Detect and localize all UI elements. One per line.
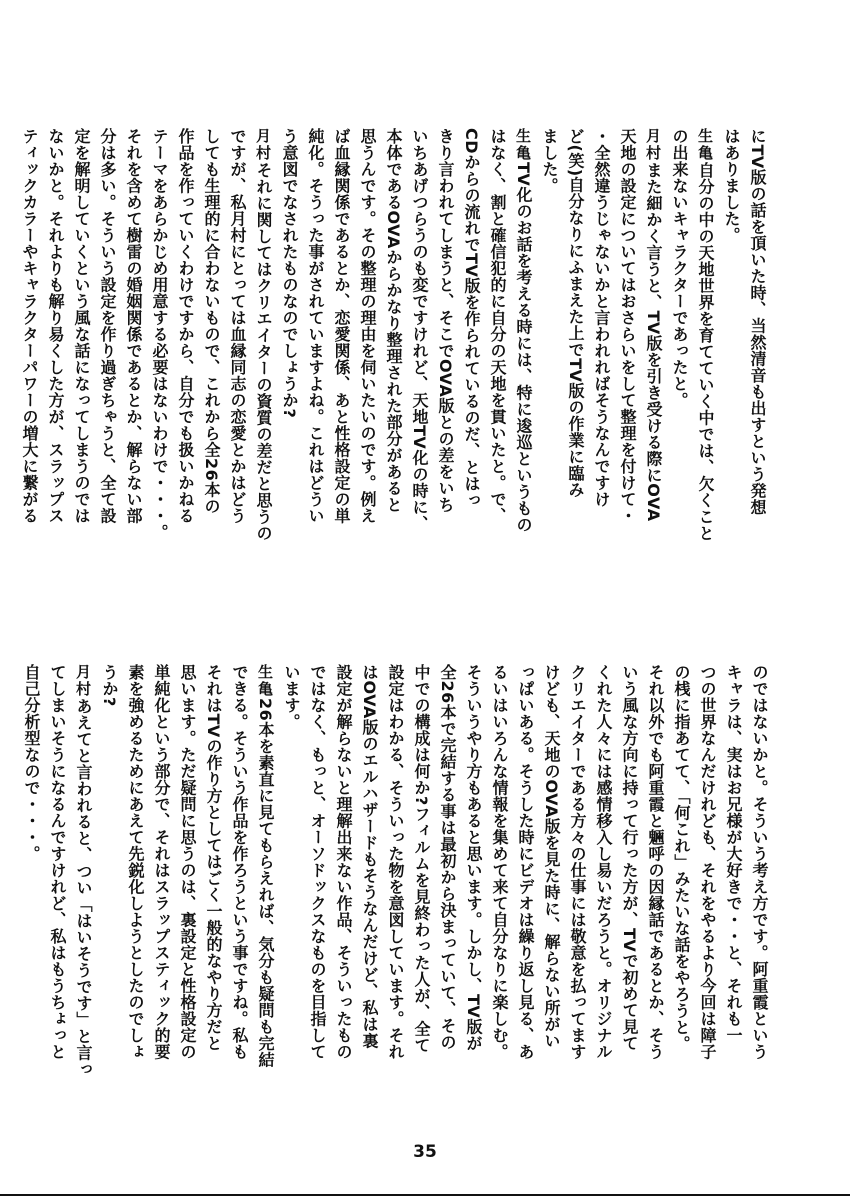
column-text: 天地の設定についてはおさらいをして整理を付けて・	[618, 128, 637, 524]
speaker-name: 月村	[644, 128, 662, 162]
text-column	[694, 664, 720, 1134]
column-text: はありました。	[722, 128, 741, 244]
text-column	[668, 664, 694, 1134]
text-column	[330, 664, 356, 1134]
column-text: テーマをあらかじめ用意する必要はないわけで・・・。	[150, 128, 169, 541]
text-column	[486, 664, 512, 1134]
text-column	[538, 664, 564, 1134]
text-column	[250, 128, 276, 588]
column-text: 設定はわかる、そういった物を意図しています。それ	[386, 664, 405, 1060]
column-text: 中での構成は何か?フィルムを見終わった人が、全て	[412, 664, 431, 1054]
column-text: しても生理的に合わないもので、これから全26本の	[202, 128, 221, 515]
column-text: 26本を素直に見てもらえれば、気分も疑問も完結	[256, 698, 275, 1068]
column-text: 分は多い。そういう設定を作り過ぎちゃうと、全て設	[98, 128, 117, 524]
text-column	[354, 128, 380, 588]
text-column	[96, 664, 122, 1134]
text-column	[666, 128, 692, 588]
column-text: にTV版の話を頂いた時、当然清音も出すという発想	[748, 128, 767, 516]
column-text: くれた人々には感情移入し易いだろうと。オリジナル	[594, 664, 613, 1060]
text-column	[68, 128, 94, 588]
column-text: ・全然違うじゃないかと言われればそうなんですけ	[592, 128, 611, 508]
text-column	[692, 128, 718, 588]
column-text: それ以外でも阿重霞と魎呼の因縁話であるとか、そう	[646, 664, 665, 1060]
column-text: ではなく、もっと、オーソドックスなものを目指して	[308, 664, 327, 1060]
page-bottom-rule	[0, 1194, 850, 1196]
text-column	[328, 128, 354, 588]
text-column	[460, 664, 486, 1134]
text-column	[198, 128, 224, 588]
text-column	[536, 128, 562, 588]
column-text: う意図でなされたものなのでしょうか?	[280, 128, 299, 419]
text-column	[278, 664, 304, 1134]
top-text-block	[16, 128, 770, 588]
column-text: 設定が解らないと理解出来ない作品、そういったもの	[334, 664, 353, 1060]
column-text: はOVA版のエルハザードもそうなんだけど、私は裏	[360, 664, 379, 1049]
speaker-name: 月村	[254, 128, 272, 162]
text-column	[564, 664, 590, 1134]
column-text: それはTVの作り方としてはごく一般的なやり方だと	[204, 664, 223, 1052]
text-column	[642, 664, 668, 1134]
column-text: CDからの流れでTV版を作られているのだ、とはっ	[462, 128, 481, 509]
column-text: ば血縁関係であるとか、恋愛関係、あと性格設定の単	[332, 128, 351, 524]
column-text: ティックカラーやキャラクターパワーの増大に繋がる	[20, 128, 39, 524]
text-column	[640, 128, 666, 588]
text-column	[510, 128, 536, 588]
column-text: うか?	[100, 664, 119, 707]
text-column	[224, 128, 250, 588]
column-text: のではないかと。そういう考え方です。阿重霞という	[750, 664, 769, 1060]
column-text: いちあげつらうのも変ですけれど、天地TV化の時に、	[410, 128, 429, 532]
text-column	[382, 664, 408, 1134]
text-column	[276, 128, 302, 588]
column-text: きり言われてしまうと、そこでOVA版との差をいち	[436, 128, 455, 513]
text-column	[42, 128, 68, 588]
text-column	[484, 128, 510, 588]
text-column	[408, 664, 434, 1134]
column-text: それを含めて樹雷の婚姻関係であるとか、解らない部	[124, 128, 143, 524]
speaker-name: 月村	[74, 664, 92, 698]
column-text: はなく、割と確信犯的に自分の天地を貫いたと。で、	[488, 128, 507, 524]
column-text: 本体であるOVAからかなり整理された部分があると	[384, 128, 403, 513]
column-text: 自己分析型なので・・・。	[22, 664, 41, 862]
column-text: TV化のお話を考える時には、特に逡巡というもの	[514, 162, 533, 533]
column-text: 定を解明していくという風な話になってしまうのでは	[72, 128, 91, 524]
text-column	[252, 664, 278, 1134]
text-column	[356, 664, 382, 1134]
text-column	[200, 664, 226, 1134]
text-column	[744, 128, 770, 588]
column-text: ですが、私月村にとっては血縁同志の恋愛とかはどう	[228, 128, 247, 524]
column-text: できる。そういう作品を作ろうという事ですね。私も	[230, 664, 249, 1060]
text-column	[434, 664, 460, 1134]
text-column	[718, 128, 744, 588]
text-column	[432, 128, 458, 588]
column-text: 単純化という部分で、それはスラップスティック的要	[152, 664, 171, 1060]
text-column	[720, 664, 746, 1134]
text-column	[18, 664, 44, 1134]
column-text: あえてと言われると、つい「はいそうです」と言っ	[74, 698, 93, 1078]
text-column	[512, 664, 538, 1134]
column-text: ました。	[540, 128, 559, 194]
bottom-text-block	[18, 664, 772, 1134]
text-column	[122, 664, 148, 1134]
column-text: っぱいある。そうした時にビデオは繰り返し見る、あ	[516, 664, 535, 1060]
speaker-name: 生亀	[514, 128, 532, 162]
column-text: ど(笑)自分なりにふまえた上でTV版の作業に臨み	[566, 128, 585, 498]
column-text: 思うんです。その整理の理由を伺いたいのです。例え	[358, 128, 377, 524]
column-text: 純化。そうった事がされていますよね。これはどうい	[306, 128, 325, 524]
text-column	[590, 664, 616, 1134]
page-number: 35	[413, 1142, 437, 1162]
column-text: それに関してはクリエイターの資質の差だと思うの	[254, 162, 273, 542]
text-column	[406, 128, 432, 588]
text-column	[614, 128, 640, 588]
column-text: ないかと。それよりも解り易くした方が、スラップス	[46, 128, 65, 524]
column-text: また細かく言うと、TV版を引き受ける際にOVA	[644, 162, 663, 522]
text-column	[304, 664, 330, 1134]
column-text: 素を強めるためにあえて先鋭化しようとしたのでしょ	[126, 664, 145, 1060]
column-text: クリエイターである方々の仕事には敬意を払ってます	[568, 664, 587, 1060]
text-column	[562, 128, 588, 588]
column-text: けども、天地のOVA版を見た時に、解らない所がい	[542, 664, 561, 1049]
speaker-name: 生亀	[256, 664, 274, 698]
text-column	[746, 664, 772, 1134]
column-text: つの世界なんだけれども、それをやるより今回は障子	[698, 664, 717, 1060]
text-column	[44, 664, 70, 1134]
speaker-name: 生亀	[696, 128, 714, 162]
text-column	[302, 128, 328, 588]
text-column	[120, 128, 146, 588]
column-text: 全26本で完結する事は最初から決まっていて、その	[438, 664, 457, 1051]
column-text: 自分の中の天地世界を育てていく中では、欠くこと	[696, 162, 715, 542]
text-column	[94, 128, 120, 588]
text-column	[458, 128, 484, 588]
text-column	[146, 128, 172, 588]
column-text: キャラは、実はお兄様が大好きで・・と、それも一	[724, 664, 743, 1044]
column-text: るいはいろんな情報を集めて来て自分なりに楽しむ。	[490, 664, 509, 1060]
text-column	[172, 128, 198, 588]
column-text: 思います。ただ疑問に思うのは、裏設定と性格設定の	[178, 664, 197, 1060]
text-column	[616, 664, 642, 1134]
column-text: いう風な方向に持って行った方が、TVで初めて見て	[620, 664, 639, 1052]
text-column	[148, 664, 174, 1134]
text-column	[226, 664, 252, 1134]
text-column	[380, 128, 406, 588]
column-text: います。	[282, 664, 301, 730]
text-column	[70, 664, 96, 1134]
column-text: の出来ないキャラクターであったと。	[670, 128, 689, 409]
column-text: そういうやり方もあると思います。しかし、TV版が	[464, 664, 483, 1052]
column-text: の桟に指あてて、「何これ」みたいな話をやろうと。	[672, 664, 691, 1052]
text-column	[174, 664, 200, 1134]
text-column	[16, 128, 42, 588]
text-column	[588, 128, 614, 588]
column-text: 作品を作っていくわけですから、自分でも扱いかねる	[176, 128, 195, 524]
column-text: てしまいそうになるんですけれど、私はもうちょっと	[48, 664, 67, 1060]
